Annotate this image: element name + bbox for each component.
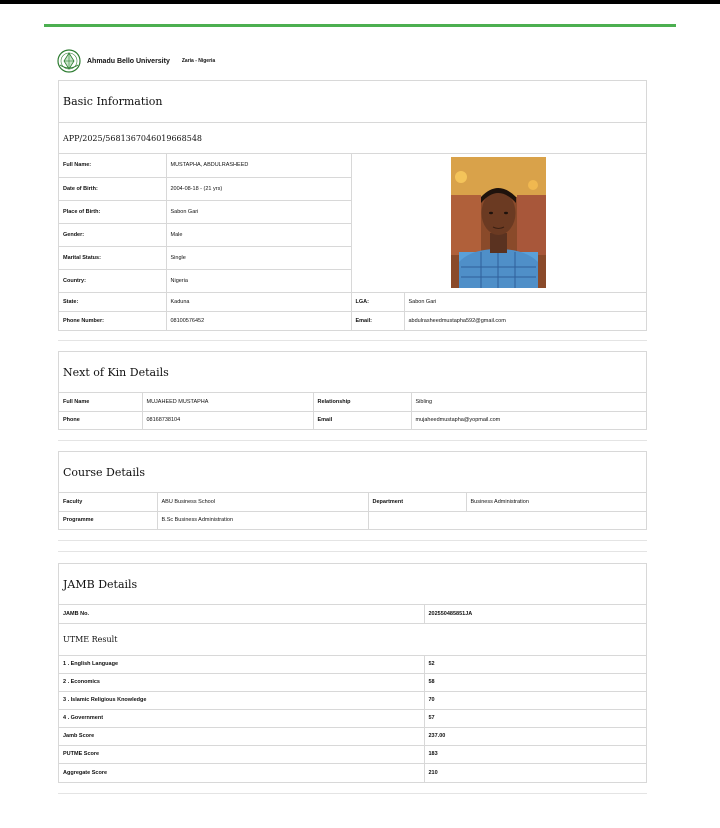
jamb-no-label: JAMB No. xyxy=(59,605,424,623)
full-name-label: Full Name: xyxy=(59,154,166,177)
subject-score: 52 xyxy=(424,655,646,673)
email-value: abdulrasheedmustapha592@gmail.com xyxy=(404,311,646,330)
university-location: Zaria - Nigeria xyxy=(181,58,216,64)
subject-row xyxy=(59,673,646,691)
email-label: Email: xyxy=(351,311,404,330)
basic-information-card xyxy=(58,80,647,331)
kin-relationship-label: Relationship xyxy=(313,393,411,411)
kin-email-label: Email xyxy=(313,411,411,429)
course-details-title: Course Details xyxy=(59,452,646,493)
next-of-kin-card xyxy=(58,351,647,430)
subject-name: 1 . English Language xyxy=(59,655,424,673)
pob-value: Sabon Gari xyxy=(166,200,351,223)
country-label: Country: xyxy=(59,269,166,292)
aggregate-score-value: 210 xyxy=(424,763,646,782)
lga-value: Sabon Gari xyxy=(404,292,646,311)
application-id: APP/2025/5681367046019668548 xyxy=(59,123,646,154)
aggregate-score-label: Aggregate Score xyxy=(59,763,424,782)
marital-status-label: Marital Status: xyxy=(59,246,166,269)
university-header xyxy=(57,49,215,73)
section-divider xyxy=(58,540,647,541)
course-details-card xyxy=(58,451,647,530)
subject-name: 2 . Economics xyxy=(59,673,424,691)
programme-value: B.Sc Business Administration xyxy=(157,511,368,529)
gender-label: Gender: xyxy=(59,223,166,246)
gender-value: Male xyxy=(166,223,351,246)
kin-name-label: Full Name xyxy=(59,393,142,411)
subject-name: 4 . Government xyxy=(59,709,424,727)
subject-row xyxy=(59,691,646,709)
kin-relationship-value: Sibling xyxy=(411,393,646,411)
marital-status-value: Single xyxy=(166,246,351,269)
section-divider xyxy=(58,793,647,794)
next-of-kin-title: Next of Kin Details xyxy=(59,352,646,393)
state-label: State: xyxy=(59,292,166,311)
programme-label: Programme xyxy=(59,511,157,529)
jamb-score-label: Jamb Score xyxy=(59,727,424,745)
pob-label: Place of Birth: xyxy=(59,200,166,223)
subject-row xyxy=(59,709,646,727)
jamb-score-value: 237.00 xyxy=(424,727,646,745)
kin-phone-value: 08168738104 xyxy=(142,411,313,429)
jamb-table xyxy=(59,605,646,782)
subject-score: 70 xyxy=(424,691,646,709)
full-name-value: MUSTAPHA, ABDULRASHEED xyxy=(166,154,351,177)
green-accent-bar xyxy=(44,24,676,27)
top-black-bar xyxy=(0,0,720,4)
phone-label: Phone Number: xyxy=(59,311,166,330)
section-divider xyxy=(58,440,647,441)
state-value: Kaduna xyxy=(166,292,351,311)
lga-label: LGA: xyxy=(351,292,404,311)
jamb-no-value: 202550485851JA xyxy=(424,605,646,623)
university-name: Ahmadu Bello University xyxy=(87,57,170,65)
jamb-details-title: JAMB Details xyxy=(59,564,646,605)
phone-value: 08100576452 xyxy=(166,311,351,330)
applicant-photo xyxy=(451,157,546,288)
utme-result-title: UTME Result xyxy=(59,623,646,655)
abu-crest-icon xyxy=(57,49,81,73)
next-of-kin-table xyxy=(59,393,646,429)
putme-score-label: PUTME Score xyxy=(59,745,424,763)
subject-score: 57 xyxy=(424,709,646,727)
dob-value: 2004-08-18 - (21 yrs) xyxy=(166,177,351,200)
section-divider xyxy=(58,340,647,341)
basic-info-table xyxy=(59,154,646,330)
putme-score-value: 183 xyxy=(424,745,646,763)
country-value: Nigeria xyxy=(166,269,351,292)
department-value: Business Administration xyxy=(466,493,646,511)
kin-email-value: mujaheedmustapha@yopmail.com xyxy=(411,411,646,429)
dob-label: Date of Birth: xyxy=(59,177,166,200)
faculty-label: Faculty xyxy=(59,493,157,511)
subject-row xyxy=(59,655,646,673)
subject-score: 58 xyxy=(424,673,646,691)
section-divider xyxy=(58,551,647,552)
photo-cell xyxy=(351,154,646,292)
kin-phone-label: Phone xyxy=(59,411,142,429)
department-label: Department xyxy=(368,493,466,511)
faculty-value: ABU Business School xyxy=(157,493,368,511)
basic-information-title: Basic Information xyxy=(59,81,646,123)
subject-name: 3 . Islamic Religious Knowledge xyxy=(59,691,424,709)
empty-cell xyxy=(368,511,646,529)
jamb-details-card xyxy=(58,563,647,783)
course-details-table xyxy=(59,493,646,529)
kin-name-value: MUJAHEED MUSTAPHA xyxy=(142,393,313,411)
